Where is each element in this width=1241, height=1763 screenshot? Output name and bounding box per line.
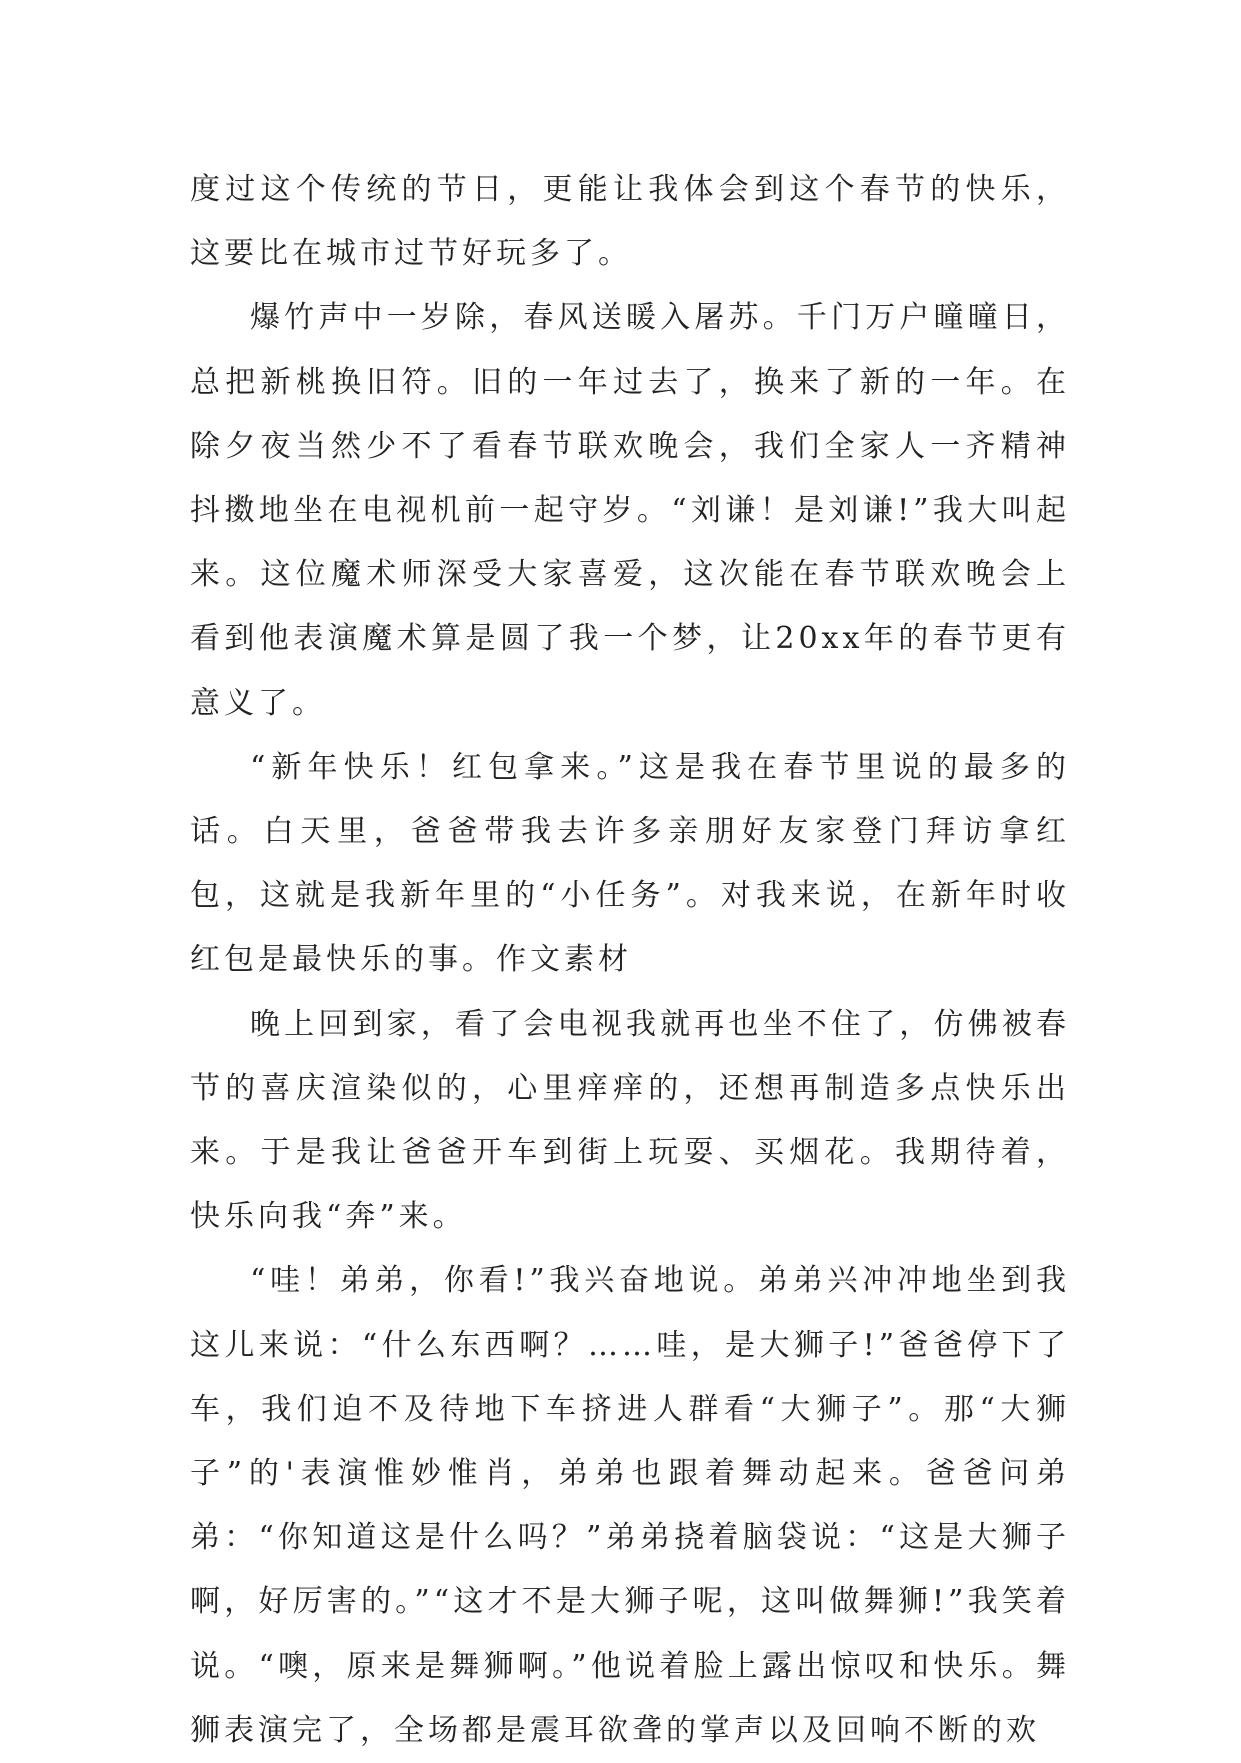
paragraph-lion-dance: “哇！弟弟，你看!”我兴奋地说。弟弟兴冲冲地坐到我这儿来说：“什么东西啊？……哇，是大狮子!”爸爸停下了车，我们迫不及待地下车挤进人群看“大狮子”。那“大狮子”的'表演惟妙惟肖，弟弟也跟着舞动起来。爸爸问弟弟：“你知道这是什么吗？”弟弟挠着脑袋说：“这是大狮子啊，好厉害的。”“这才不是大狮子呢，这叫做舞狮!”我笑着说。“噢，原来是舞狮啊。”他说着脸上露出惊叹和快乐。舞狮表演完了，全场都是震耳欲聋的掌声以及回响不断的欢 [190,1263,1070,1748]
paragraph-continuation: 度过这个传统的节日，更能让我体会到这个春节的快乐，这要比在城市过节好玩多了。 [190,172,1070,272]
paragraph-red-envelope: “新年快乐！红包拿来。”这是我在春节里说的最多的话。白天里，爸爸带我去许多亲朋好友家登门拜访拿红包，这就是我新年里的“小任务”。对我来说，在新年时收红包是最快乐的事。作文素材 [190,749,1070,978]
paragraph-new-year-eve: 爆竹声中一岁除，春风送暖入屠苏。千门万户曈曈日，总把新桃换旧符。旧的一年过去了，换来了新的一年。在除夕夜当然少不了看春节联欢晚会，我们全家人一齐精神抖擞地坐在电视机前一起守岁。“刘谦！是刘谦!”我大叫起来。这位魔术师深受大家喜爱，这次能在春节联欢晚会上看到他表演魔术算是圆了我一个梦，让20xx年的春节更有意义了。 [190,300,1070,721]
document-body [190,158,1070,1763]
paragraph-evening-street: 晚上回到家，看了会电视我就再也坐不住了，仿佛被春节的喜庆渲染似的，心里痒痒的，还想再制造多点快乐出来。于是我让爸爸开车到街上玩耍、买烟花。我期待着，快乐向我“奔”来。 [190,1006,1070,1235]
